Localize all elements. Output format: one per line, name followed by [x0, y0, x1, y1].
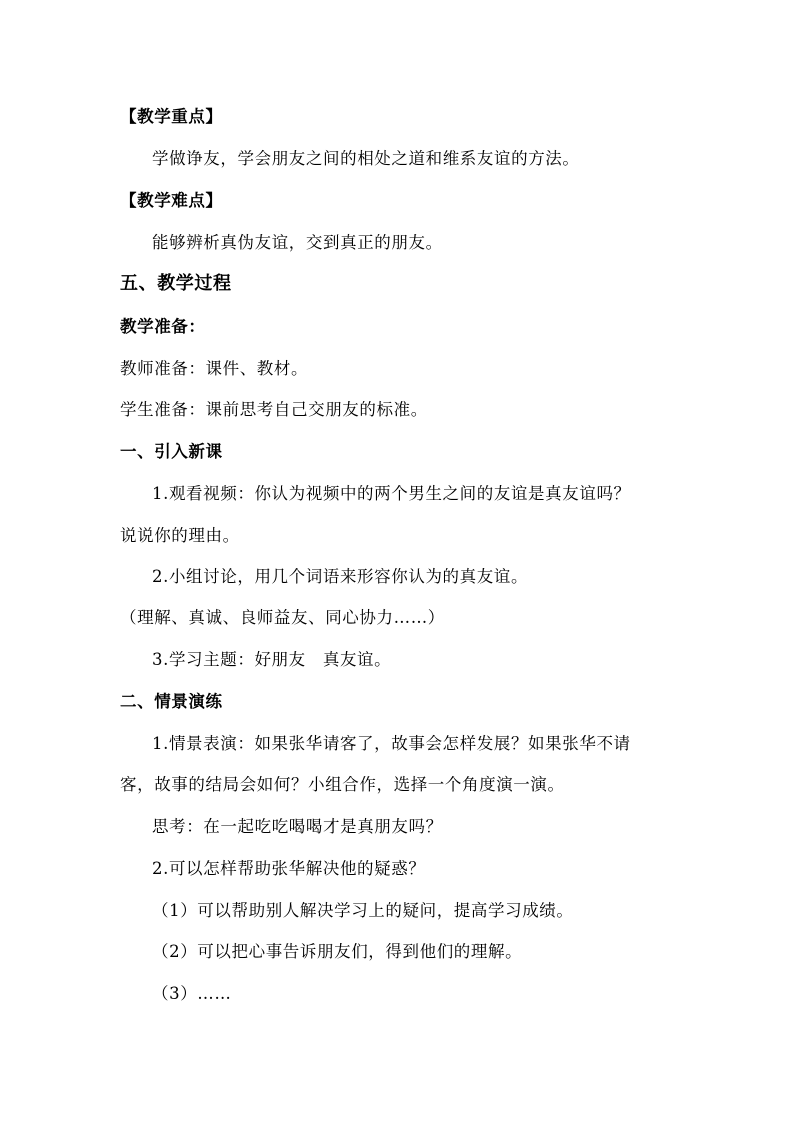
part1-item3: 3.学习主题：好朋友 真友谊。	[152, 650, 392, 669]
part1-item1-line2: 说说你的理由。	[120, 526, 240, 545]
section5-heading: 五、教学过程	[120, 273, 232, 294]
prep-heading: 教学准备：	[120, 317, 206, 336]
part2-think: 思考：在一起吃吃喝喝才是真朋友吗？	[152, 817, 443, 836]
part2-heading: 二、情景演练	[120, 692, 223, 711]
part1-heading: 一、引入新课	[120, 442, 223, 461]
part2-sub1: （1）可以帮助别人解决学习上的疑问，提高学习成绩。	[152, 901, 574, 920]
part1-item1-line1: 1.观看视频：你认为视频中的两个男生之间的友谊是真友谊吗？	[152, 484, 631, 503]
key-points-heading: 【教学重点】	[120, 107, 223, 126]
part2-sub3: （3）……	[152, 984, 232, 1003]
difficulty-text: 能够辨析真伪友谊，交到真正的朋友。	[152, 233, 443, 252]
teacher-prep: 教师准备：课件、教材。	[120, 359, 309, 378]
key-points-text: 学做诤友，学会朋友之间的相处之道和维系友谊的方法。	[152, 149, 580, 168]
part1-item2-note: （理解、真诚、良师益友、同心协力……）	[120, 608, 445, 627]
part2-sub2: （2）可以把心事告诉朋友们，得到他们的理解。	[152, 942, 523, 961]
part2-item2: 2.可以怎样帮助张华解决他的疑惑？	[152, 859, 426, 878]
student-prep: 学生准备：课前思考自己交朋友的标准。	[120, 400, 428, 419]
difficulty-heading: 【教学难点】	[120, 191, 223, 210]
part1-item2: 2.小组讨论，用几个词语来形容你认为的真友谊。	[152, 567, 529, 586]
part2-item1-line2: 客，故事的结局会如何？小组合作，选择一个角度演一演。	[120, 775, 565, 794]
part2-item1-line1: 1.情景表演：如果张华请客了，故事会怎样发展？如果张华不请	[152, 734, 631, 753]
